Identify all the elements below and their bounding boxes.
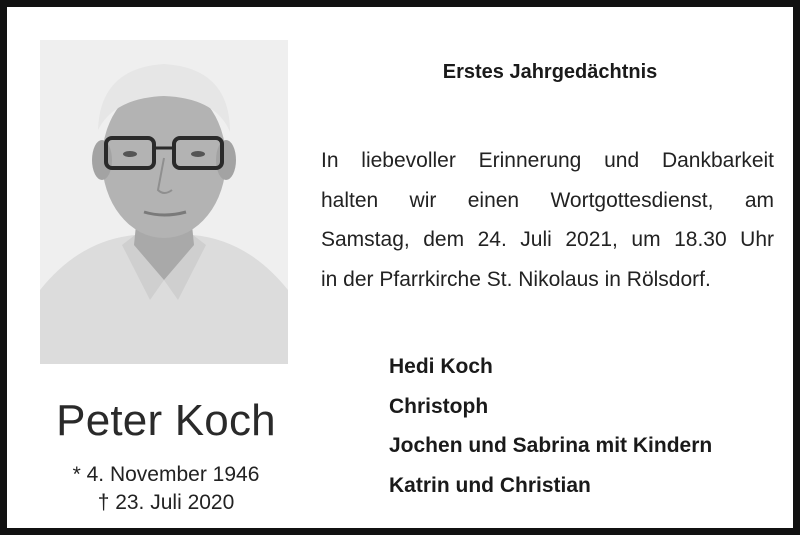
birth-date: * 4. November 1946 [72,463,260,486]
portrait-photo [40,40,288,364]
death-date: † 23. Juli 2020 [97,491,235,514]
notice-heading: Erstes Jahrgedächtnis [442,61,658,83]
message-line: halten wir einen Wortgottesdienst, am [321,188,774,212]
deceased-name: Peter Koch [56,396,276,445]
mourner-name: Christoph [389,394,489,418]
memorial-message [321,141,774,299]
message-line: In liebevoller Erinnerung und Dankbarkeit [321,149,774,172]
mourner-name: Katrin und Christian [389,473,591,497]
life-dates [40,461,292,517]
mourner-name: Hedi Koch [389,355,493,378]
message-line: in der Pfarrkirche St. Nikolaus in Rölsdorf. [321,267,711,291]
mourners-list [389,347,789,505]
mourner-name: Jochen und Sabrina mit Kindern [389,434,713,457]
message-line: Samstag, dem 24. Juli 2021, um 18.30 Uhr [321,228,774,251]
